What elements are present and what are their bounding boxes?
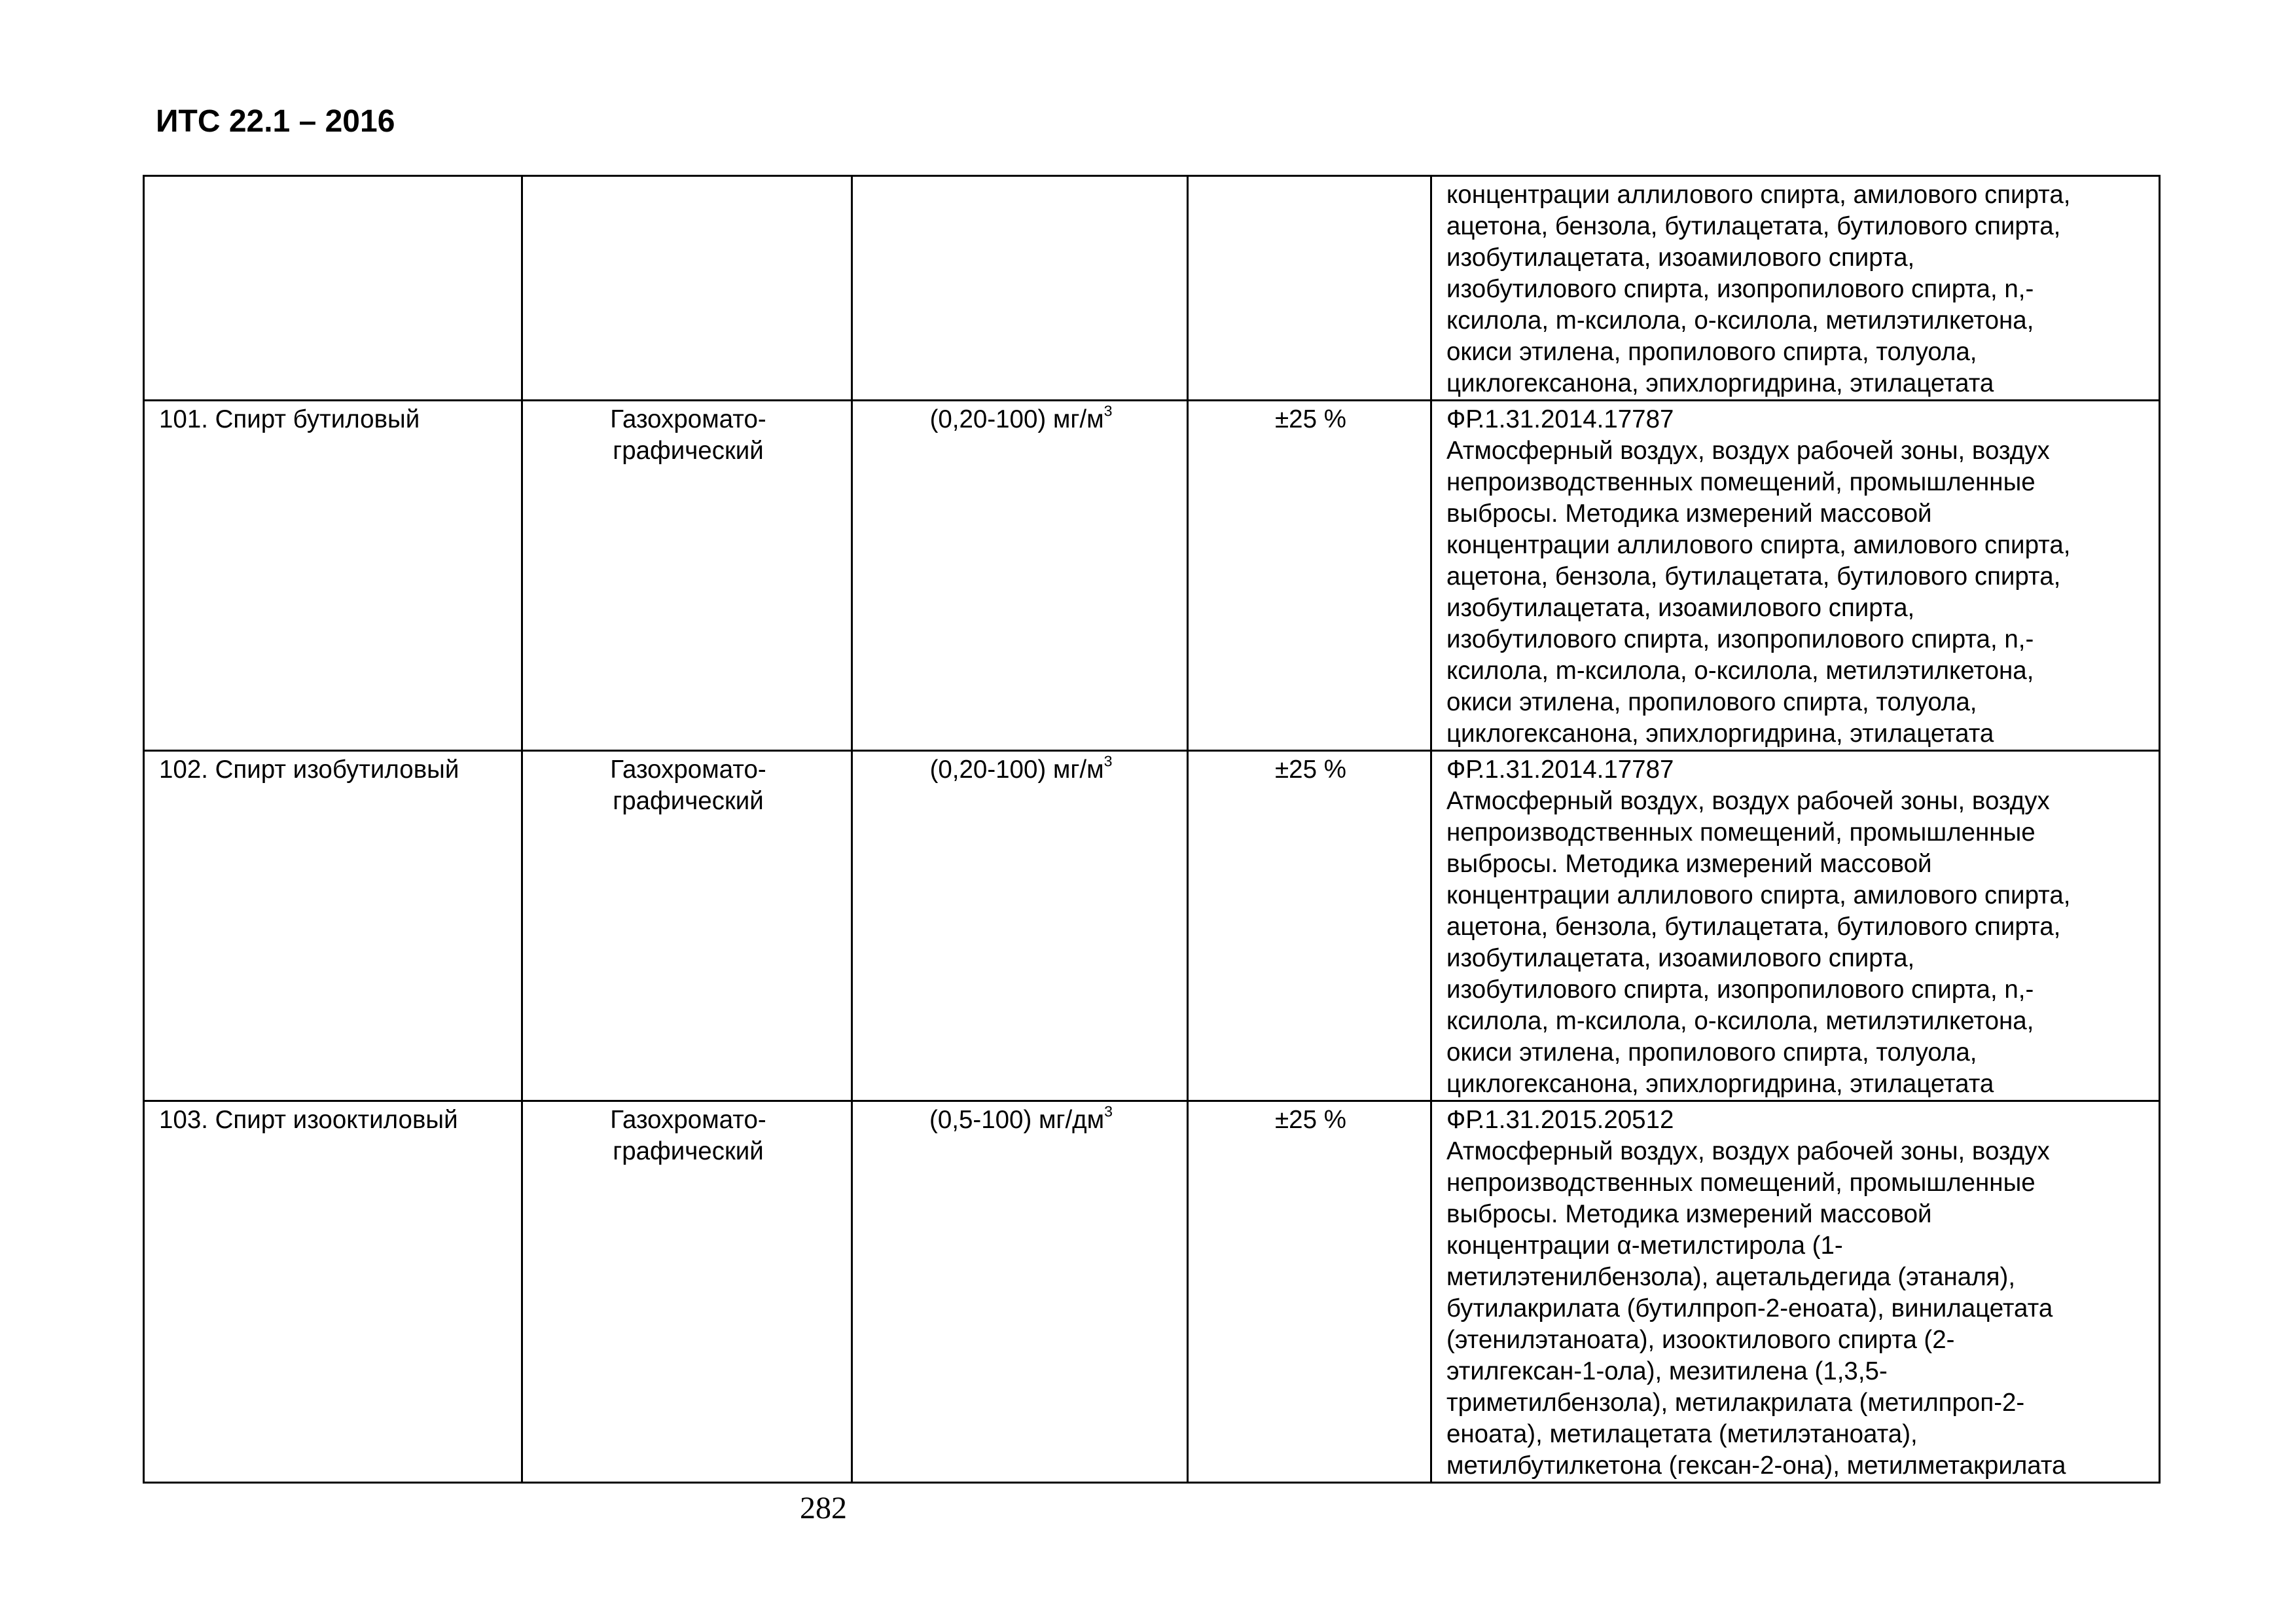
document-text-line: непроизводственных помещений, промышленные — [1446, 818, 2036, 847]
document-text-line: изобутилового спирта, изопропилового спирта, n,- — [1446, 976, 2034, 1004]
document-text-line: циклогексанона, эпихлоргидрина, этилацетата — [1446, 369, 1994, 397]
document-text-line: изобутилового спирта, изопропилового спирта, n,- — [1446, 625, 2034, 653]
document-text-line: метилэтенилбензола), ацетальдегида (этаналя), — [1446, 1263, 2016, 1291]
range-value: (0,20-100) мг/м — [929, 756, 1104, 784]
range-cell — [852, 1101, 1188, 1483]
method-text-line: Газохромато- — [610, 405, 766, 433]
document-text-line: ФР.1.31.2014.17787 — [1446, 405, 1674, 433]
document-text-line: выбросы. Методика измерений массовой — [1446, 500, 1932, 528]
method-text-line: Газохромато- — [610, 756, 766, 784]
document-text-line: ФР.1.31.2015.20512 — [1446, 1106, 1674, 1134]
document-text-line: триметилбензола), метилакрилата (метилпроп-2- — [1446, 1389, 2025, 1417]
document-text-line: окиси этилена, пропилового спирта, толуола, — [1446, 688, 1977, 716]
error-cell: ±25 % — [1188, 1101, 1431, 1483]
document-header: ИТС 22.1 – 2016 — [156, 104, 395, 139]
method-text-line: графический — [613, 437, 764, 465]
document-text-line: концентрации аллилового спирта, амилового спирта, — [1446, 181, 2071, 209]
document-text-line: еноата), метилацетата (метилэтаноата), — [1446, 1420, 1918, 1448]
document-text-line: выбросы. Методика измерений массовой — [1446, 1200, 1932, 1228]
document-text-line: ацетона, бензола, бутилацетата, бутилового спирта, — [1446, 212, 2061, 240]
document-text-line: концентрации аллилового спирта, амилового спирта, — [1446, 531, 2071, 559]
table-row-continuation — [144, 176, 2160, 401]
document-text-line: изобутилацетата, изоамилового спирта, — [1446, 244, 1915, 272]
document-text-line: этилгексан-1-ола), мезитилена (1,3,5- — [1446, 1357, 1888, 1385]
document-text-line: ксилола, m-ксилола, о-ксилола, метилэтилкетона, — [1446, 657, 2034, 685]
document-text-line: изобутилового спирта, изопропилового спирта, n,- — [1446, 275, 2034, 303]
document-text-line: изобутилацетата, изоамилового спирта, — [1446, 594, 1915, 622]
range-exponent: 3 — [1103, 402, 1113, 420]
substance-cell: 103. Спирт изооктиловый — [144, 1101, 522, 1483]
document-cell — [1431, 1101, 2160, 1483]
range-value: (0,20-100) мг/м — [929, 405, 1104, 433]
document-text-line: Атмосферный воздух, воздух рабочей зоны, воздух — [1446, 787, 2050, 815]
substance-cell: 101. Спирт бутиловый — [144, 401, 522, 751]
range-value: (0,5-100) мг/дм — [929, 1106, 1105, 1134]
table-row — [144, 751, 2160, 1101]
range-cell — [852, 751, 1188, 1101]
document-text-line: окиси этилена, пропилового спирта, толуола, — [1446, 338, 1977, 366]
document-text-line: (этенилэтаноата), изооктилового спирта (2- — [1446, 1326, 1955, 1354]
table-row — [144, 1101, 2160, 1483]
document-cell — [1431, 176, 2160, 401]
table-row — [144, 401, 2160, 751]
document-text-line: ацетона, бензола, бутилацетата, бутилового спирта, — [1446, 913, 2061, 941]
document-text-line: окиси этилена, пропилового спирта, толуола, — [1446, 1038, 1977, 1067]
document-text-line: Атмосферный воздух, воздух рабочей зоны, воздух — [1446, 437, 2050, 465]
measurement-methods-table — [143, 175, 2161, 1484]
method-text-line: Газохромато- — [610, 1106, 766, 1134]
range-cell — [852, 176, 1188, 401]
range-exponent: 3 — [1104, 1103, 1113, 1120]
error-cell: ±25 % — [1188, 401, 1431, 751]
method-cell — [522, 176, 852, 401]
method-cell — [522, 401, 852, 751]
document-text-line: концентрации аллилового спирта, амилового спирта, — [1446, 881, 2071, 909]
document-text-line: ксилола, m-ксилола, о-ксилола, метилэтилкетона, — [1446, 306, 2034, 335]
document-text-line: ксилола, m-ксилола, о-ксилола, метилэтилкетона, — [1446, 1007, 2034, 1035]
document-text-line: циклогексанона, эпихлоргидрина, этилацетата — [1446, 720, 1994, 748]
document-cell — [1431, 401, 2160, 751]
error-cell: ±25 % — [1188, 751, 1431, 1101]
method-cell — [522, 1101, 852, 1483]
document-text-line: циклогексанона, эпихлоргидрина, этилацетата — [1446, 1070, 1994, 1098]
document-text-line: выбросы. Методика измерений массовой — [1446, 850, 1932, 878]
document-text-line: непроизводственных помещений, промышленные — [1446, 468, 2036, 496]
method-text-line: графический — [613, 1137, 764, 1165]
range-exponent: 3 — [1103, 752, 1113, 770]
range-cell — [852, 401, 1188, 751]
document-text-line: метилбутилкетона (гексан-2-она), метилметакрилата — [1446, 1451, 2066, 1480]
document-text-line: изобутилацетата, изоамилового спирта, — [1446, 944, 1915, 972]
document-cell — [1431, 751, 2160, 1101]
document-text-line: Атмосферный воздух, воздух рабочей зоны, воздух — [1446, 1137, 2050, 1165]
method-text-line: графический — [613, 787, 764, 815]
document-text-line: бутилакрилата (бутилпроп-2-еноата), винилацетата — [1446, 1294, 2053, 1322]
method-cell — [522, 751, 852, 1101]
error-cell — [1188, 176, 1431, 401]
document-text-line: концентрации α-метилстирола (1- — [1446, 1231, 1843, 1260]
substance-cell — [144, 176, 522, 401]
document-text-line: ацетона, бензола, бутилацетата, бутилового спирта, — [1446, 562, 2061, 591]
substance-cell: 102. Спирт изобутиловый — [144, 751, 522, 1101]
document-text-line: ФР.1.31.2014.17787 — [1446, 756, 1674, 784]
document-text-line: непроизводственных помещений, промышленные — [1446, 1169, 2036, 1197]
page-number: 282 — [800, 1491, 847, 1525]
